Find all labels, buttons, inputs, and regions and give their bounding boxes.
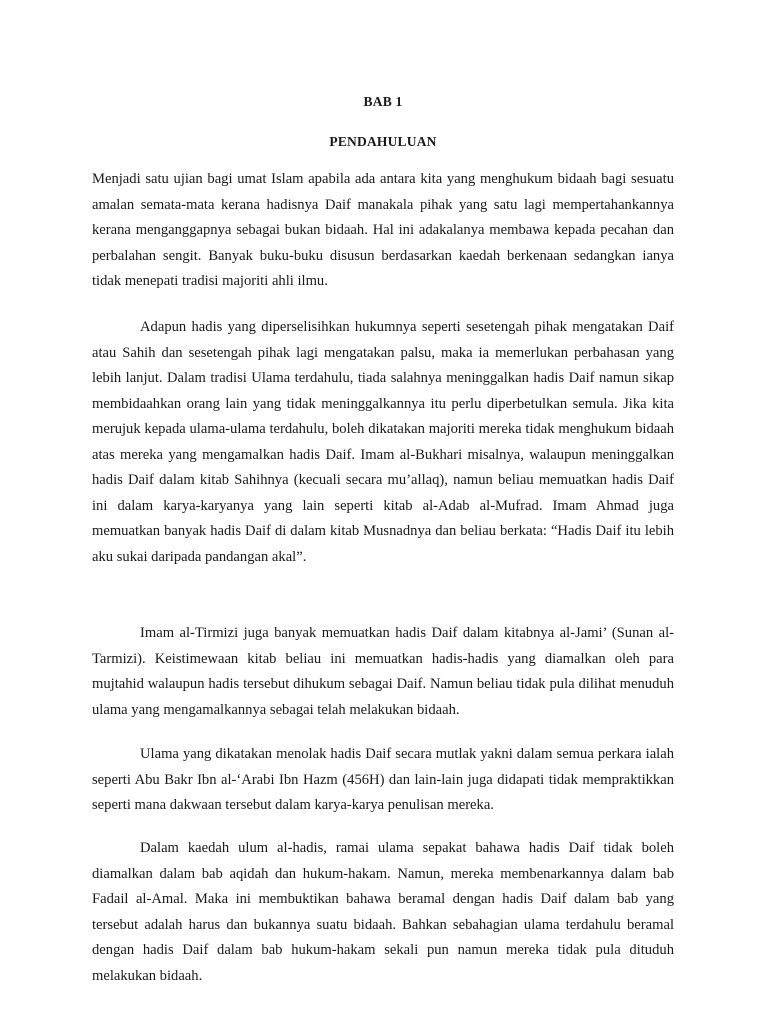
paragraph-ulum-hadis: Dalam kaedah ulum al-hadis, ramai ulama sepakat bahawa hadis Daif tidak boleh diamalkan dalam bab aqidah dan hukum-hakam. Namun, mereka membenarkannya dalam bab Fadail al-Amal. Maka ini membuktikan bahawa beramal dengan hadis Daif dalam bab yang tersebut adalah harus dan bukannya suatu bidaah. Bahkan sebahagian ulama terdahulu beramal dengan hadis Daif dalam bab hukum-hakam sekali pun namun mereka tidak pula dituduh melakukan bidaah. [92, 840, 674, 984]
chapter-title: PENDAHULUAN [329, 134, 437, 149]
paragraph-intro: Menjadi satu ujian bagi umat Islam apabila ada antara kita yang menghukum bidaah bagi sesuatu amalan semata-mata kerana hadisnya Daif manakala pihak yang satu lagi mempertahankannya kerana menganggapnya sebagai bukan bidaah. Hal ini adakalanya membawa kepada pecahan dan perbalahan sengit. Banyak buku-buku disusun berdasarkan kaedah berkenaan sedangkan ianya tidak menepati tradisi majoriti ahli ilmu. [92, 171, 674, 289]
chapter-number: BAB 1 [363, 94, 403, 109]
paragraph-ulama-reject: Ulama yang dikatakan menolak hadis Daif secara mutlak yakni dalam semua perkara ialah seperti Abu Bakr Ibn al-‘Arabi Ibn Hazm (456H) dan lain-lain juga didapati tidak mempraktikkan seperti mana dakwaan tersebut dalam karya-karya penulisan mereka. [92, 746, 674, 813]
paragraph-disputed-hadith: Adapun hadis yang diperselisihkan hukumnya seperti sesetengah pihak mengatakan Daif atau Sahih dan sesetengah pihak lagi mengatakan palsu, maka ia memerlukan perbahasan yang lebih lanjut. Dalam tradisi Ulama terdahulu, tiada salahnya meninggalkan hadis Daif namun sikap membidaahkan orang lain yang tidak meninggalkannya itu perlu diperbetulkan semula. Jika kita merujuk kepada ulama-ulama terdahulu, boleh dikatakan majoriti mereka tidak menghukum bidaah atas mereka yang mengamalkan hadis Daif. Imam al-Bukhari misalnya, walaupun meninggalkan hadis Daif dalam kitab Sahihnya (kecuali secara mu’allaq), namun beliau memuatkan hadis Daif ini dalam karya-karyanya yang lain seperti kitab al-Adab al-Mufrad. Imam Ahmad juga memuatkan banyak hadis Daif di dalam kitab Musnadnya dan beliau berkata: “Hadis Daif itu lebih aku sukai daripada pandangan akal”. [92, 319, 674, 565]
paragraph-tirmizi: Imam al-Tirmizi juga banyak memuatkan hadis Daif dalam kitabnya al-Jami’ (Sunan al-Tarmizi). Keistimewaan kitab beliau ini memuatkan hadis-hadis yang diamalkan oleh para mujtahid walaupun hadis tersebut dihukum sebagai Daif. Namun beliau tidak pula dilihat menuduh ulama yang mengamalkannya sebagai telah melakukan bidaah. [92, 625, 674, 718]
